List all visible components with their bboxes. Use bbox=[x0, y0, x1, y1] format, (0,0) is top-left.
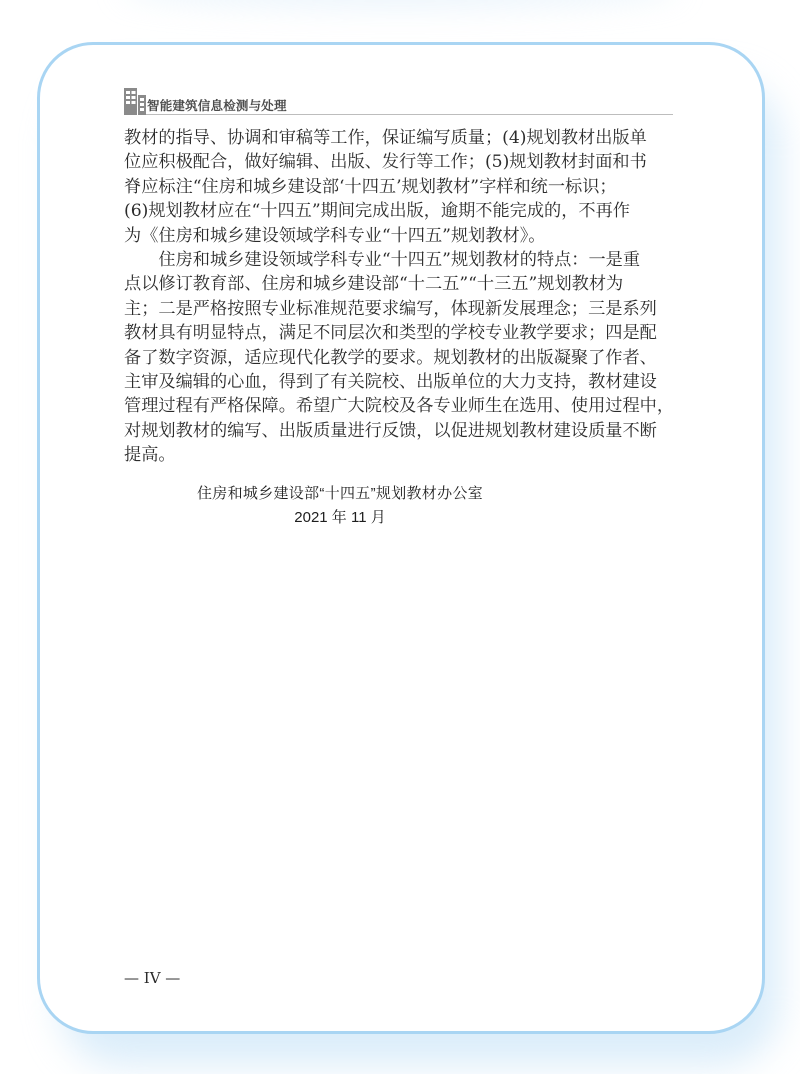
text-line: 教材的指导、协调和审稿等工作，保证编写质量；(4)规划教材出版单 bbox=[124, 128, 647, 148]
paragraph-1 bbox=[124, 126, 647, 248]
text-line: 主审及编辑的心血，得到了有关院校、出版单位的大力支持，教材建设 bbox=[124, 372, 657, 393]
signature-block bbox=[124, 482, 556, 530]
page-number: — IV — bbox=[124, 969, 181, 987]
text-line: 提高。 bbox=[124, 445, 176, 466]
text-line: 位应积极配合，做好编辑、出版、发行等工作；(5)规划教材封面和书 bbox=[124, 152, 647, 173]
text-line: 为《住房和城乡建设领域学科专业“十四五”规划教材》。 bbox=[124, 225, 546, 246]
body-text bbox=[124, 126, 675, 468]
text-line: 教材具有明显特点，满足不同层次和类型的学校专业教学要求；四是配 bbox=[124, 323, 657, 344]
paragraph-2 bbox=[124, 248, 675, 468]
building-icon bbox=[124, 88, 146, 115]
text-line: 主；二是严格按照专业标准规范要求编写，体现新发展理念；三是系列 bbox=[124, 298, 657, 319]
top-glow-decoration bbox=[120, 0, 680, 10]
text-line: 住房和城乡建设领域学科专业“十四五”规划教材的特点：一是重 bbox=[158, 250, 641, 271]
text-line: 点以修订教育部、住房和城乡建设部“十二五”“十三五”规划教材为 bbox=[124, 274, 624, 295]
text-line: (6)规划教材应在“十四五”期间完成出版，逾期不能完成的，不再作 bbox=[124, 201, 630, 222]
text-line: 备了数字资源，适应现代化教学的要求。规划教材的出版凝聚了作者、 bbox=[124, 347, 657, 368]
signature-organization: 住房和城乡建设部“十四五”规划教材办公室 bbox=[197, 485, 483, 502]
running-header bbox=[124, 87, 673, 116]
book-title: 智能建筑信息检测与处理 bbox=[147, 98, 287, 113]
signature-date: 2021 年 11 月 bbox=[294, 509, 386, 526]
text-line: 对规划教材的编写、出版质量进行反馈，以促进规划教材建设质量不断 bbox=[124, 420, 657, 441]
header-rule bbox=[146, 114, 673, 115]
text-line: 脊应标注“住房和城乡建设部‘十四五’规划教材”字样和统一标识； bbox=[124, 176, 617, 197]
text-line: 管理过程有严格保障。希望广大院校及各专业师生在选用、使用过程中， bbox=[124, 396, 675, 417]
